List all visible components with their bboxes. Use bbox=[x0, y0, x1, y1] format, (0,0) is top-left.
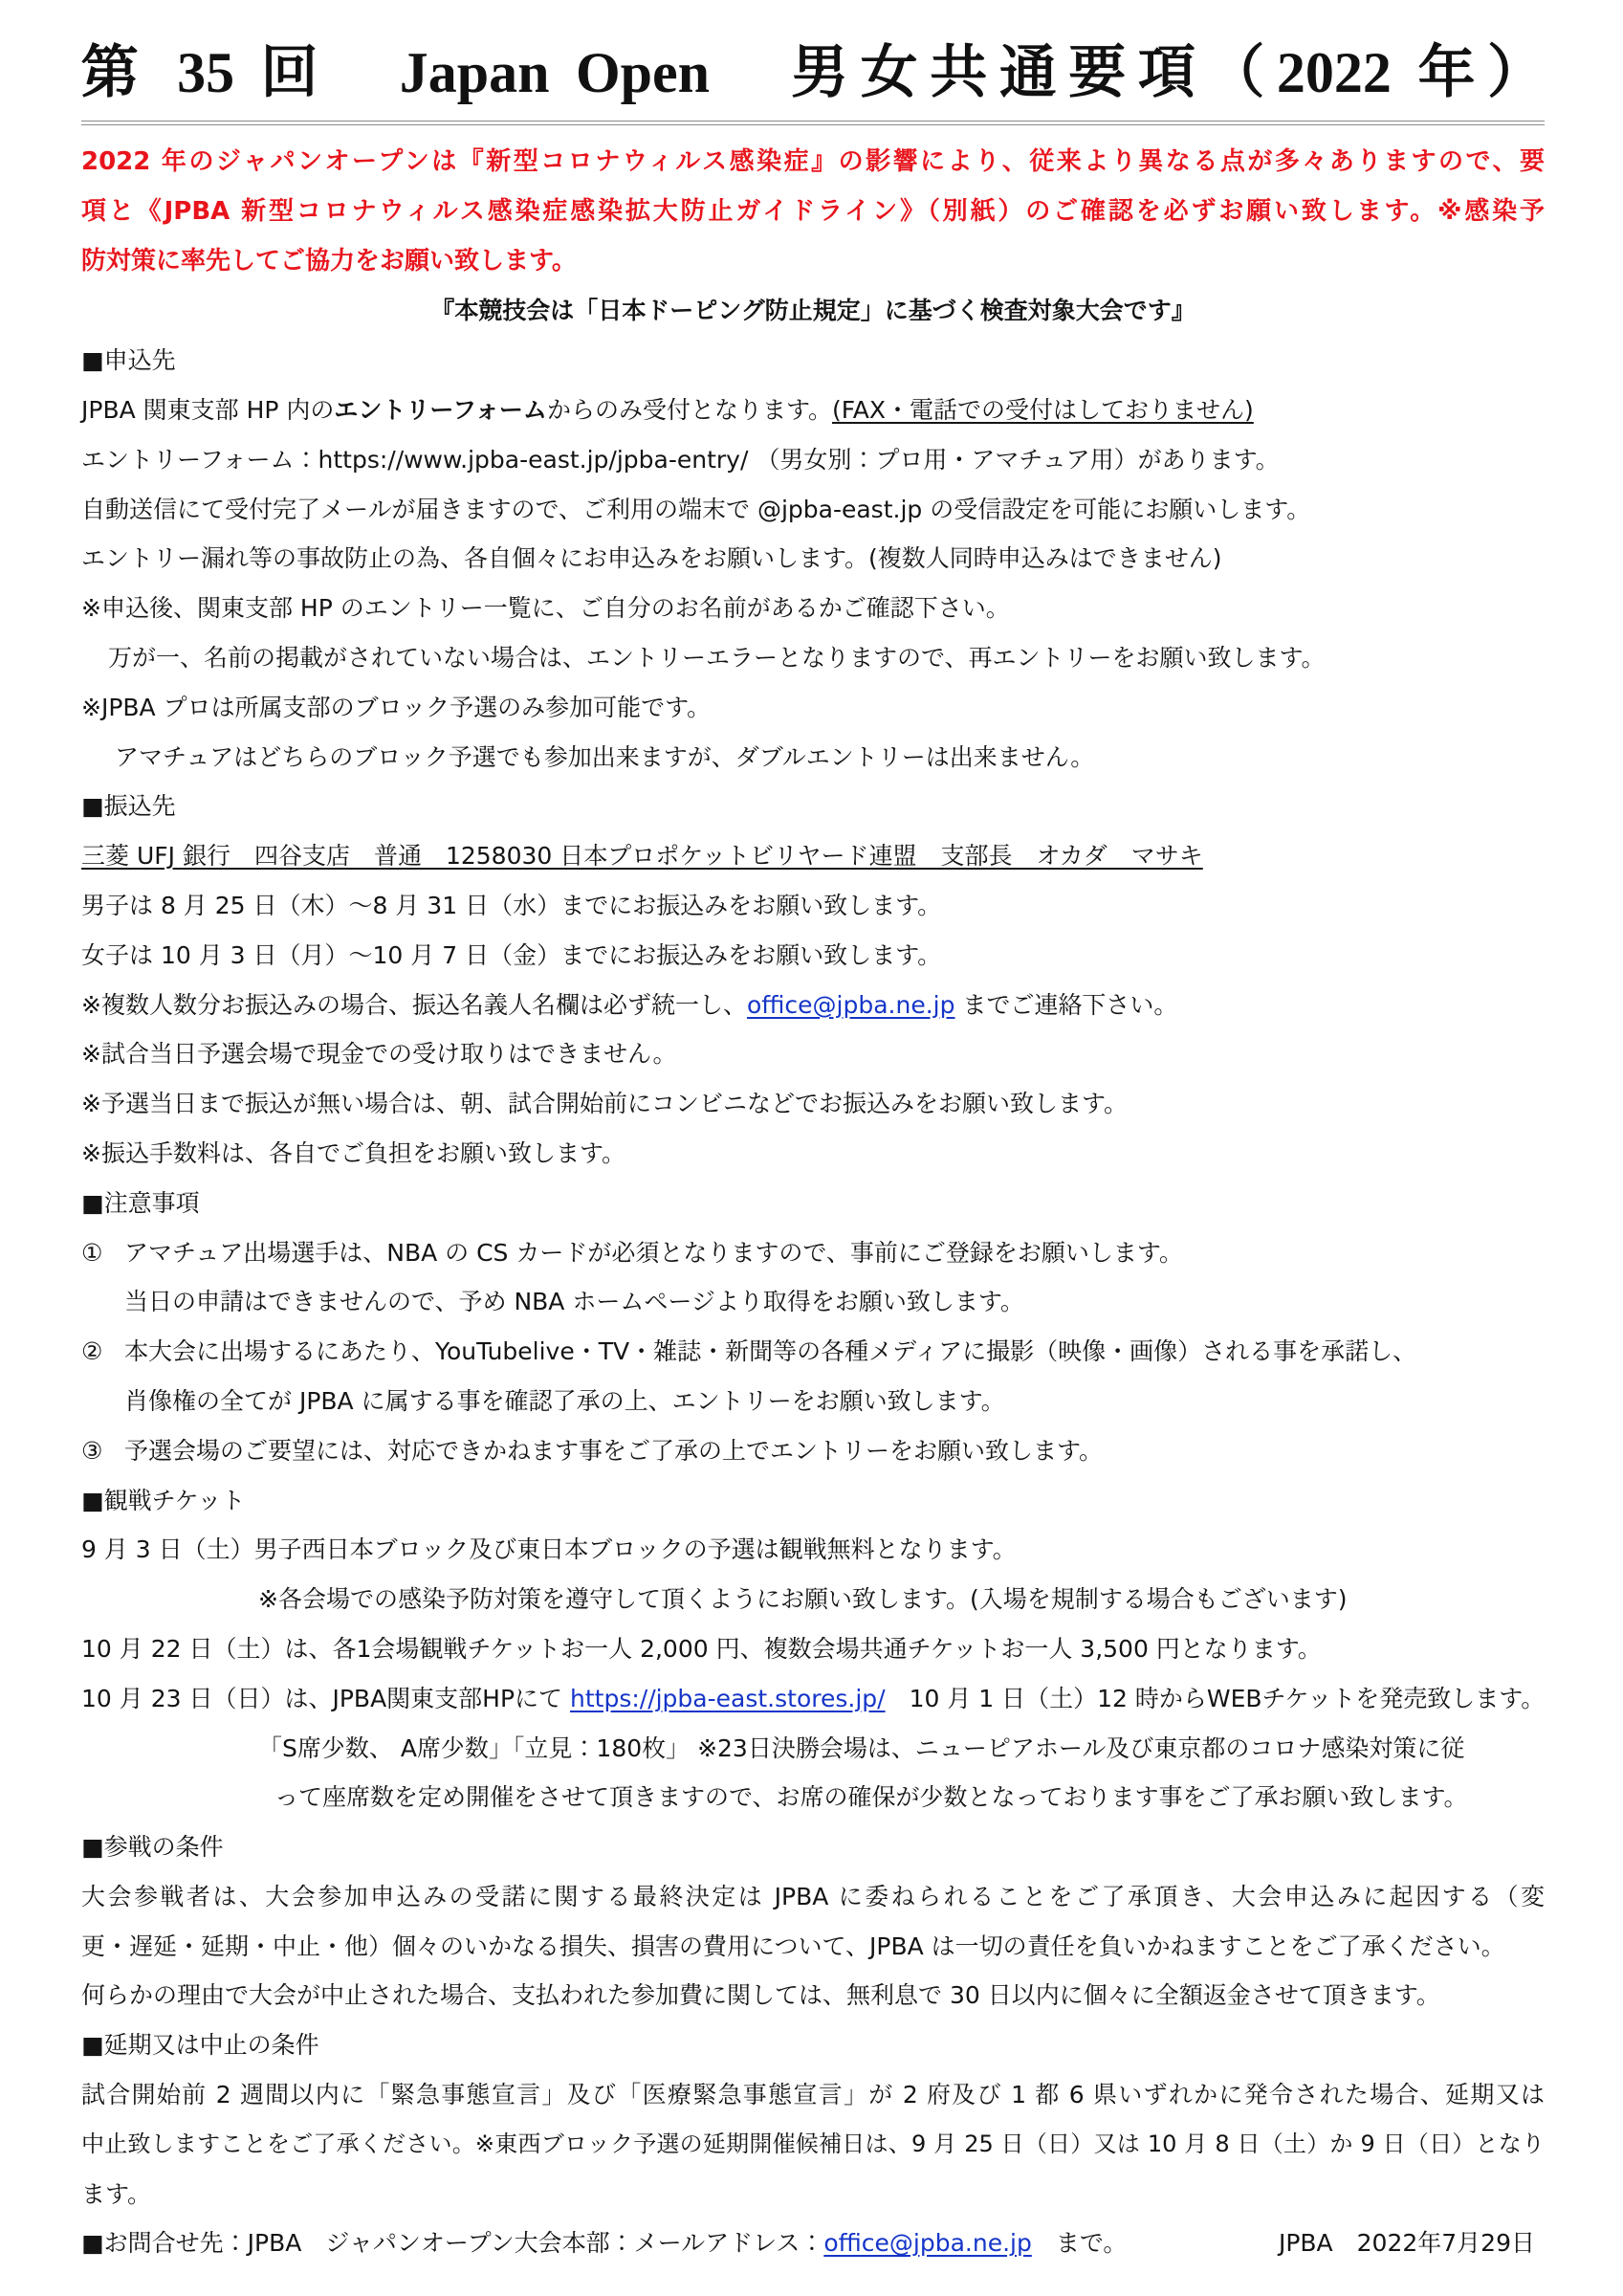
postponement-line: 中止致しますことをご了承ください。※東西ブロック予選の延期開催候補日は、9 月 25 日（日）又は 10 月 8 日（土）か 9 日（日）となり bbox=[81, 2130, 1545, 2157]
postponement-line: ます。 bbox=[81, 2179, 152, 2208]
note-text: 予選会場のご要望には、対応できかねます事をご了承の上でエントリーをお願い致します。 bbox=[124, 1436, 1104, 1465]
covid-notice-line: 防対策に率先してご協力をお願い致します。 bbox=[81, 246, 577, 276]
section-heading-transfer: ■振込先 bbox=[81, 792, 176, 821]
document-signature: JPBA 2022年7月29日 bbox=[1278, 2229, 1535, 2258]
participation-line: 大会参戦者は、大会参加申込みの受諾に関する最終決定は JPBA に委ねられることをご了承頂き、大会申込みに起因する（変 bbox=[81, 1882, 1545, 1910]
note-item bbox=[81, 1228, 1545, 1278]
transfer-fee-note: ※振込手数料は、各自でご負担をお願い致します。 bbox=[81, 1138, 625, 1167]
entry-form-label: エントリーフォーム bbox=[334, 395, 547, 424]
contact-email-link[interactable]: office@jpba.ne.jp bbox=[823, 2229, 1032, 2258]
note-text: アマチュア出場選手は、NBA の CS カードが必須となりますので、事前にご登録をお願いします。 bbox=[124, 1238, 1183, 1267]
section-heading-notes: ■注意事項 bbox=[81, 1188, 200, 1217]
contact-footer bbox=[81, 2219, 1545, 2268]
note-item bbox=[81, 1426, 1545, 1476]
note-marker: ③ bbox=[81, 1436, 103, 1465]
note-text: 本大会に出場するにあたり、YouTubelive・TV・雑誌・新聞等の各種メディアに撮影（映像・画像）される事を承諾し、 bbox=[124, 1337, 1417, 1366]
section-heading-application: ■申込先 bbox=[81, 346, 176, 375]
covid-notice-line: 項と《JPBA 新型コロナウィルス感染症感染拡大防止ガイドライン》（別紙）のご確認を必ずお願い致します。※感染予 bbox=[81, 196, 1545, 226]
note-text-continued: 当日の申請はできませんので、予め NBA ホームページより取得をお願い致します。 bbox=[124, 1288, 1024, 1316]
individual-entry-note: エントリー漏れ等の事故防止の為、各自個々にお申込みをお願いします。(複数人同時申込みはできません) bbox=[81, 544, 1222, 573]
entry-form-url-line: エントリーフォーム：https://www.jpba-east.jp/jpba-entry/ （男女別：プロ用・アマチュア用）があります。 bbox=[81, 445, 1280, 474]
oct23-post: 10 月 1 日（土）12 時からWEBチケットを発売致します。 bbox=[885, 1684, 1546, 1712]
section-heading-participation: ■参戦の条件 bbox=[81, 1833, 224, 1862]
section-heading-postponement: ■延期又は中止の条件 bbox=[81, 2031, 319, 2060]
document-body bbox=[81, 138, 1545, 2268]
page-title: 第 35 回 Japan Open 男女共通要項（2022 年） bbox=[81, 41, 1545, 104]
sep3-free-viewing: 9 月 3 日（土）男子西日本ブロック及び東日本ブロックの予選は観戦無料となります。 bbox=[81, 1535, 1017, 1564]
title-double-rule bbox=[81, 121, 1545, 125]
note-item bbox=[81, 1327, 1545, 1377]
application-intro bbox=[81, 386, 1545, 435]
refund-note: 何らかの理由で大会が中止された場合、支払われた参加費に関しては、無利息で 30 日以内に個々に全額返金させて頂きます。 bbox=[81, 1981, 1440, 2010]
women-transfer-deadline: 女子は 10 月 3 日（月）～10 月 7 日（金）までにお振込みをお願い致します。 bbox=[81, 940, 942, 969]
multi-transfer-note bbox=[81, 981, 1545, 1030]
sep3-infection-note: ※各会場での感染予防対策を遵守して頂くようにお願い致します。(入場を規制する場合もございます) bbox=[258, 1585, 1348, 1614]
ticket-store-link[interactable]: https://jpba-east.stores.jp/ bbox=[570, 1684, 886, 1712]
contact-pre: ■お問合せ先：JPBA ジャパンオープン大会本部：メールアドレス： bbox=[81, 2229, 824, 2258]
oct23-pre: 10 月 23 日（日）は、JPBA関東支部HPにて bbox=[81, 1684, 570, 1712]
note-text-continued: 肖像権の全てが JPBA に属する事を確認了承の上、エントリーをお願い致します。 bbox=[124, 1386, 1005, 1415]
no-fax-phone-note: (FAX・電話での受付はしておりません) bbox=[831, 395, 1254, 424]
covid-notice-line: 2022 年のジャパンオープンは『新型コロナウィルス感染症』の影響により、従来より異なる点が多々ありますので、要 bbox=[81, 147, 1545, 176]
oct22-ticket-price: 10 月 22 日（土）は、各1会場観戦チケットお一人 2,000 円、複数会場共通チケットお一人 3,500 円となります。 bbox=[81, 1634, 1322, 1663]
bank-account: 三菱 UFJ 銀行 四谷支店 普通 1258030 日本プロポケットビリヤード連盟 支部長 オカダ マサキ bbox=[81, 842, 1203, 871]
application-intro-post: からのみ受付となります。 bbox=[546, 395, 832, 424]
note-marker: ① bbox=[81, 1238, 103, 1267]
oct23-web-ticket bbox=[81, 1674, 1545, 1724]
multi-transfer-pre: ※複数人数分お振込みの場合、振込名義人名欄は必ず統一し、 bbox=[81, 990, 747, 1019]
amateur-block-rule: アマチュアはどちらのブロック予選でも参加出来ますが、ダブルエントリーは出来ません。 bbox=[115, 742, 1095, 771]
auto-reply-note: 自動送信にて受付完了メールが届きますので、ご利用の端末で @jpba-east.jp の受信設定を可能にお願いします。 bbox=[81, 495, 1311, 523]
no-cash-note: ※試合当日予選会場で現金での受け取りはできません。 bbox=[81, 1040, 677, 1069]
application-intro-pre: JPBA 関東支部 HP 内の bbox=[81, 395, 335, 424]
section-heading-tickets: ■観戦チケット bbox=[81, 1486, 246, 1514]
note-marker: ② bbox=[81, 1337, 103, 1366]
bank-account-line bbox=[81, 831, 1545, 881]
office-email-link[interactable]: office@jpba.ne.jp bbox=[746, 990, 955, 1019]
late-transfer-note: ※予選当日まで振込が無い場合は、朝、試合開始前にコンビニなどでお振込みをお願い致します。 bbox=[81, 1090, 1128, 1118]
postponement-line: 試合開始前 2 週間以内に「緊急事態宣言」及び「医療緊急事態宣言」が 2 府及び 1 都 6 県いずれかに発令された場合、延期又は bbox=[81, 2081, 1545, 2109]
contact-info bbox=[81, 2219, 1127, 2268]
entry-error-note: 万が一、名前の掲載がされていない場合は、エントリーエラーとなりますので、再エントリーをお願い致します。 bbox=[108, 643, 1326, 672]
seat-info: 「S席少数、 A席少数」「立見：180枚」 ※23日決勝会場は、ニューピアホール及び東京都のコロナ感染対策に従 bbox=[258, 1733, 1465, 1762]
men-transfer-deadline: 男子は 8 月 25 日（木）～8 月 31 日（水）までにお振込みをお願い致します。 bbox=[81, 891, 942, 919]
pro-block-rule: ※JPBA プロは所属支部のブロック予選のみ参加可能です。 bbox=[81, 693, 712, 721]
entry-list-check-note: ※申込後、関東支部 HP のエントリー一覧に、ご自分のお名前があるかご確認下さい。 bbox=[81, 594, 1010, 623]
contact-post: まで。 bbox=[1031, 2229, 1128, 2258]
seat-info-continued: って座席数を定め開催をさせて頂きますので、お席の確保が少数となっております事をご了承お願い致します。 bbox=[274, 1783, 1468, 1812]
multi-transfer-post: までご連絡下さい。 bbox=[954, 990, 1178, 1019]
participation-line: 更・遅延・延期・中止・他）個々のいかなる損失、損害の費用について、JPBA は一切の責任を負いかねますことをご了承ください。 bbox=[81, 1932, 1505, 1960]
doping-notice: 『本競技会は「日本ドーピング防止規定」に基づく検査対象大会です』 bbox=[430, 297, 1195, 325]
